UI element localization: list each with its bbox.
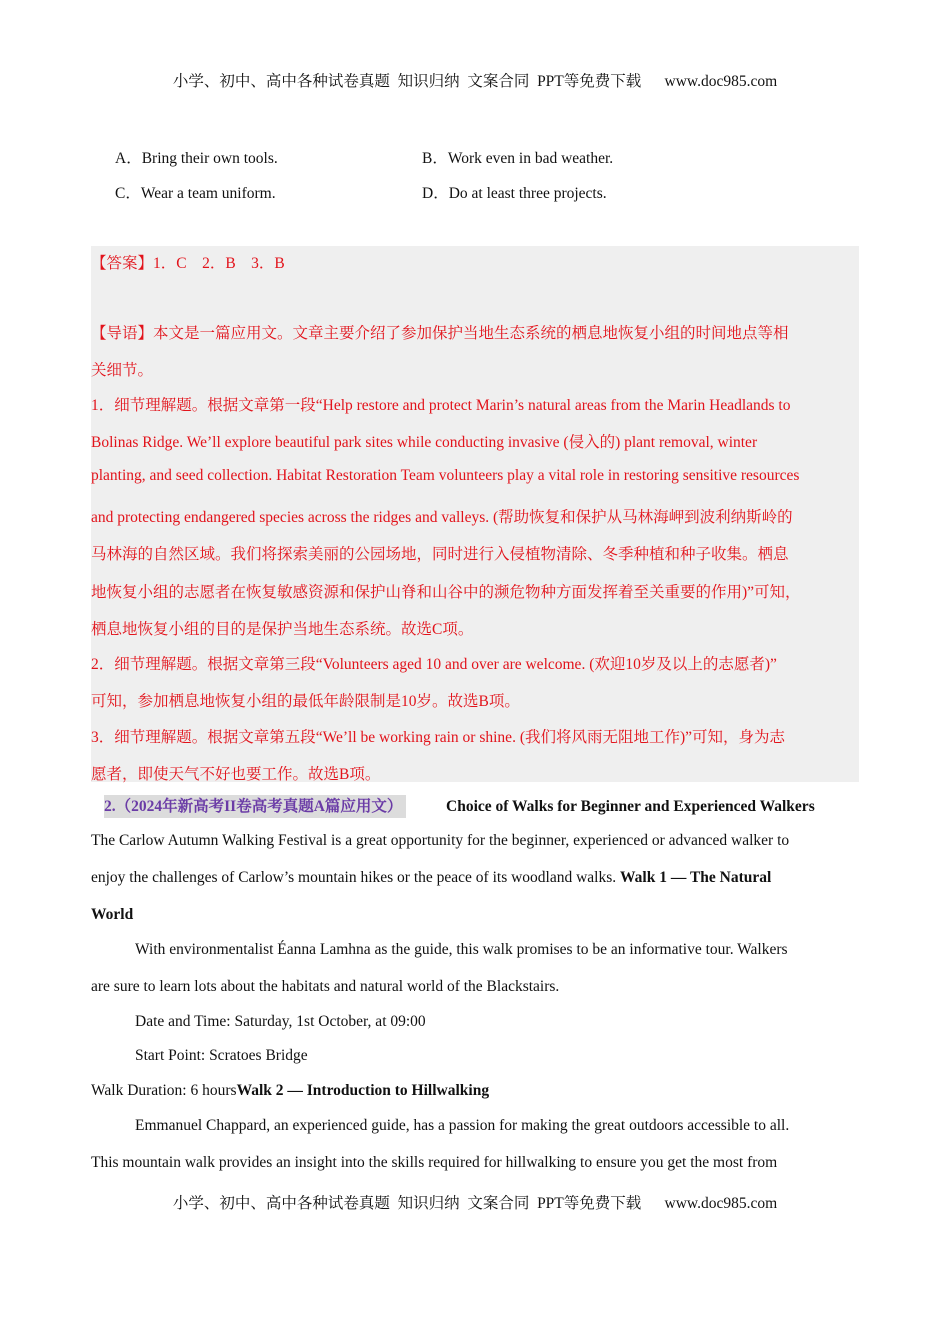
explanation-3-line-2: 愿者，即使天气不好也要工作。故选B项。 (91, 766, 381, 783)
explanation-1-line-3: planting, and seed collection. Habitat Restoration Team volunteers play a vital role in restoring sensitive resources (91, 467, 800, 484)
walk-1-duration: Walk Duration: 6 hours (91, 1082, 237, 1099)
intro-line-2: 关细节。 (91, 362, 154, 379)
passage-p1-line-2 (91, 869, 771, 887)
walk-1-heading-cont (91, 906, 133, 924)
explanation-3-line-1: 3．细节理解题。根据文章第五段“We’ll be working rain or shine. (我们将风雨无阻地工作)”可知，身为志 (91, 729, 786, 746)
option-a: A．Bring their own tools. (115, 150, 278, 167)
option-b: B．Work even in bad weather. (422, 150, 614, 167)
walk-2-desc-line-1: Emmanuel Chappard, an experienced guide, has a passion for making the great outdoors accessible to all. (135, 1117, 790, 1134)
explanation-2-line-1: 2．细节理解题。根据文章第三段“Volunteers aged 10 and over are welcome. (欢迎10岁及以上的志愿者)” (91, 656, 777, 673)
walk-1-date: Date and Time: Saturday, 1st October, at 09:00 (135, 1013, 426, 1030)
intro-line-1: 【导语】本文是一篇应用文。文章主要介绍了参加保护当地生态系统的栖息地恢复小组的时间地点等相 (91, 325, 789, 342)
explanation-1-line-1: 1．细节理解题。根据文章第一段“Help restore and protect Marin’s natural areas from the Marin Headlands to (91, 397, 791, 414)
explanation-1-line-2: Bolinas Ridge. We’ll explore beautiful park sites while conducting invasive (侵入的) plant removal, winter (91, 434, 758, 451)
walk-1-desc-line-1: With environmentalist Éanna Lamhna as the guide, this walk promises to be an informative tour. Walkers (135, 941, 788, 958)
walk-1-start: Start Point: Scratoes Bridge (135, 1047, 308, 1064)
explanation-1-line-7: 栖息地恢复小组的目的是保护当地生态系统。故选C项。 (91, 621, 474, 638)
walk-1-heading-word: World (91, 906, 134, 923)
walk-1-desc-line-2: are sure to learn lots about the habitats and natural world of the Blackstairs. (91, 978, 560, 995)
explanation-1-line-4: and protecting endangered species across the ridges and valleys. (帮助恢复和保护从马林海岬到波利纳斯岭的 (91, 509, 793, 526)
option-d: D．Do at least three projects. (422, 185, 607, 202)
answer-key: 【答案】1．C 2．B 3．B (91, 255, 285, 272)
question-2-tag: 2.（2024年新高考II卷高考真题A篇应用文） (104, 795, 406, 818)
passage-title: Choice of Walks for Beginner and Experienced Walkers (446, 798, 815, 815)
passage-p1-text: enjoy the challenges of Carlow’s mountain hikes or the peace of its woodland walks. (91, 869, 621, 886)
explanation-1-line-5: 马林海的自然区域。我们将探索美丽的公园场地，同时进行入侵植物清除、冬季种植和种子收集。栖息 (91, 546, 789, 563)
page-header: 小学、初中、高中各种试卷真题 知识归纳 文案合同 PPT等免费下载 www.doc985.com (172, 73, 778, 90)
walk-2-heading: Walk 2 — Introduction to Hillwalking (236, 1082, 490, 1099)
walk-2-desc-line-2: This mountain walk provides an insight into the skills required for hillwalking to ensure you get the most from (91, 1154, 778, 1171)
option-c: C．Wear a team uniform. (115, 185, 276, 202)
page-footer: 小学、初中、高中各种试卷真题 知识归纳 文案合同 PPT等免费下载 www.doc985.com (172, 1195, 778, 1212)
walk-1-duration-line (91, 1082, 489, 1100)
walk-1-heading: Walk 1 — The Natural (620, 869, 772, 886)
explanation-1-line-6: 地恢复小组的志愿者在恢复敏感资源和保护山脊和山谷中的濒危物种方面发挥着至关重要的作用)”可知， (91, 584, 801, 601)
explanation-2-line-2: 可知，参加栖息地恢复小组的最低年龄限制是10岁。故选B项。 (91, 693, 520, 710)
passage-p1-line-1: The Carlow Autumn Walking Festival is a great opportunity for the beginner, experienced or advanced walker to (91, 832, 790, 849)
